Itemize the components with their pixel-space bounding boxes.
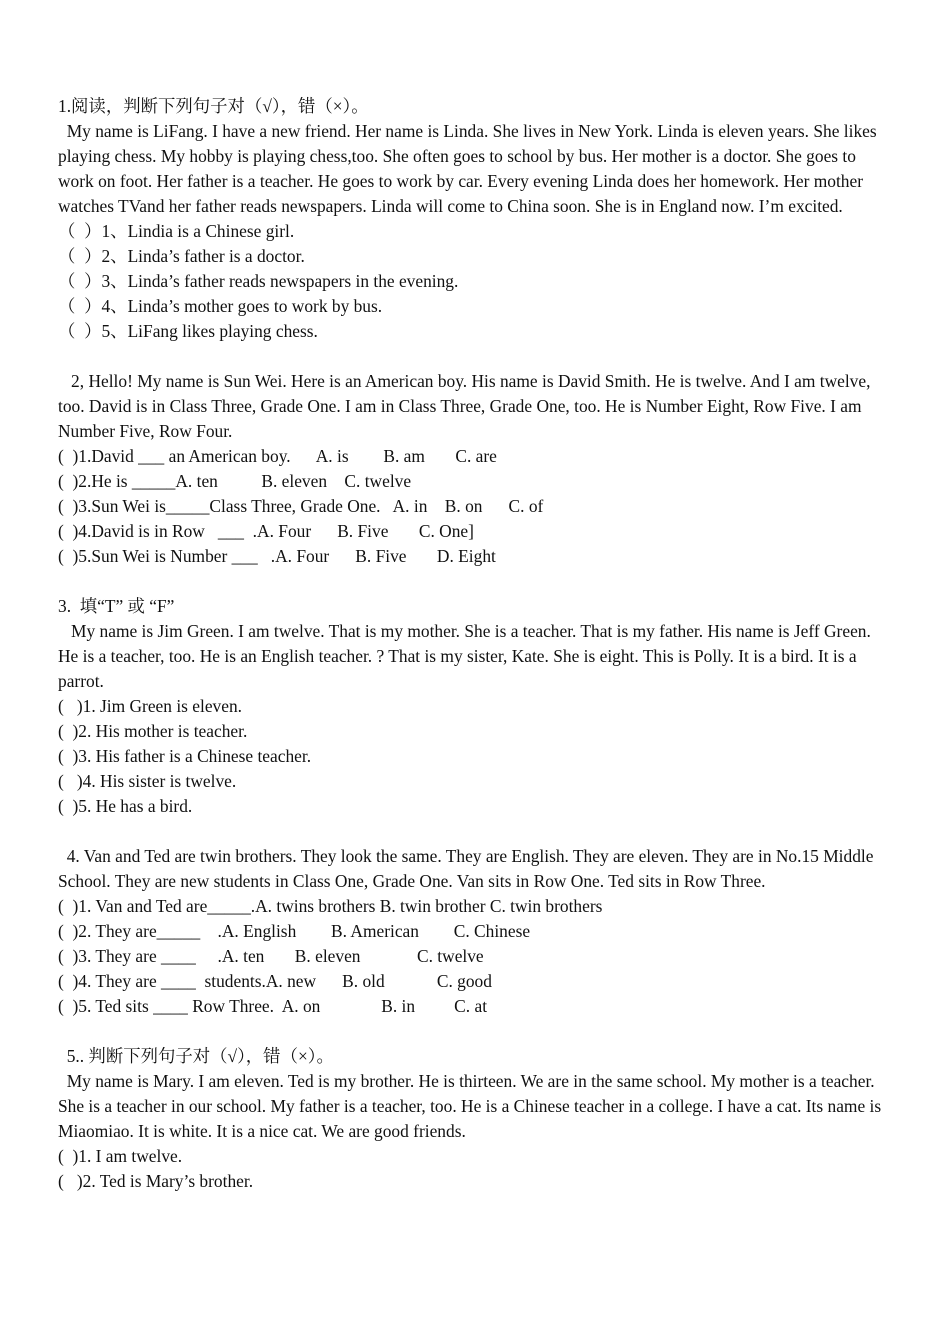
section-1-item-5: （ ）5、LiFang likes playing chess. [58, 321, 318, 341]
section-2 [58, 369, 894, 569]
section-1-item-4: （ ）4、Linda’s mother goes to work by bus. [58, 296, 383, 316]
section-4-passage: 4. Van and Ted are twin brothers. They look the same. They are English. They are eleven. They are in No.15 Middle School. They are new students in Class One, Grade One. Van sits in Row One. Ted sits in Row Three. [58, 846, 878, 891]
spacer [58, 819, 894, 844]
section-1-item-2: （ ）2、Linda’s father is a doctor. [58, 246, 305, 266]
section-1-title: 1.阅读，判断下列句子对（√），错（×）。 [58, 96, 369, 116]
section-3-item-4: ( )4. His sister is twelve. [58, 771, 237, 791]
section-5-passage: My name is Mary. I am eleven. Ted is my brother. He is thirteen. We are in the same school. My mother is a teacher. She is a teacher in our school. My father is a teacher, too. He is a Chinese teacher in a college. I have a cat. Its name is Miaomiao. It is white. It is a nice cat. We are good friends. [58, 1071, 886, 1141]
worksheet-content [58, 94, 894, 1194]
section-3-title: 3. 填“T” 或 “F” [58, 596, 175, 616]
section-3-item-1: ( )1. Jim Green is eleven. [58, 696, 242, 716]
spacer [58, 1019, 894, 1044]
section-1-item-3: （ ）3、Linda’s father reads newspapers in the evening. [58, 271, 459, 291]
spacer [58, 569, 894, 594]
section-4-item-2: ( )2. They are_____ .A. English B. American C. Chinese [58, 921, 531, 941]
spacer [58, 344, 894, 369]
section-4-item-5: ( )5. Ted sits ____ Row Three. A. on B. in C. at [58, 996, 488, 1016]
section-4-item-1: ( )1. Van and Ted are_____.A. twins brothers B. twin brother C. twin brothers [58, 896, 603, 916]
section-1-passage: My name is LiFang. I have a new friend. Her name is Linda. She lives in New York. Linda is eleven years. She likes playing chess. My hobby is playing chess,too. She often goes to school by bus. Her mother is a doctor. She goes to work on foot. Her father is a teacher. He goes to work by car. Every evening Linda does her homework. Her mother watches TVand her father reads newspapers. Linda will come to China soon. She is in England now. I’m excited. [58, 121, 881, 216]
section-5-title: 5.. 判断下列句子对（√），错（×）。 [58, 1046, 334, 1066]
section-2-item-2: ( )2.He is _____A. ten B. eleven C. twelve [58, 471, 412, 491]
section-2-item-3: ( )3.Sun Wei is_____Class Three, Grade One. A. in B. on C. of [58, 496, 544, 516]
section-2-item-1: ( )1.David ___ an American boy. A. is B. am C. are [58, 446, 497, 466]
section-3 [58, 594, 894, 819]
section-5 [58, 1044, 894, 1194]
section-1 [58, 94, 894, 344]
section-3-item-2: ( )2. His mother is teacher. [58, 721, 248, 741]
section-3-passage: My name is Jim Green. I am twelve. That is my mother. She is a teacher. That is my father. His name is Jeff Green. He is a teacher, too. He is an English teacher. ? That is my sister, Kate. She is eight. This is Polly. It is a bird. It is a parrot. [58, 621, 876, 691]
section-2-item-5: ( )5.Sun Wei is Number ___ .A. Four B. Five D. Eight [58, 546, 496, 566]
section-5-item-1: ( )1. I am twelve. [58, 1146, 183, 1166]
section-1-item-1: （ ）1、Lindia is a Chinese girl. [58, 221, 295, 241]
section-2-passage: 2, Hello! My name is Sun Wei. Here is an American boy. His name is David Smith. He is twelve. And I am twelve, too. David is in Class Three, Grade One. I am in Class Three, Grade One, too. He is Number Eight, Row Five. I am Number Five, Row Four. [58, 371, 875, 441]
section-4 [58, 844, 894, 1019]
section-5-item-2: ( )2. Ted is Mary’s brother. [58, 1171, 254, 1191]
section-3-item-5: ( )5. He has a bird. [58, 796, 193, 816]
section-4-item-3: ( )3. They are ____ .A. ten B. eleven C. twelve [58, 946, 484, 966]
section-4-item-4: ( )4. They are ____ students.A. new B. old C. good [58, 971, 492, 991]
section-3-item-3: ( )3. His father is a Chinese teacher. [58, 746, 312, 766]
section-2-item-4: ( )4.David is in Row ___ .A. Four B. Five C. One] [58, 521, 474, 541]
